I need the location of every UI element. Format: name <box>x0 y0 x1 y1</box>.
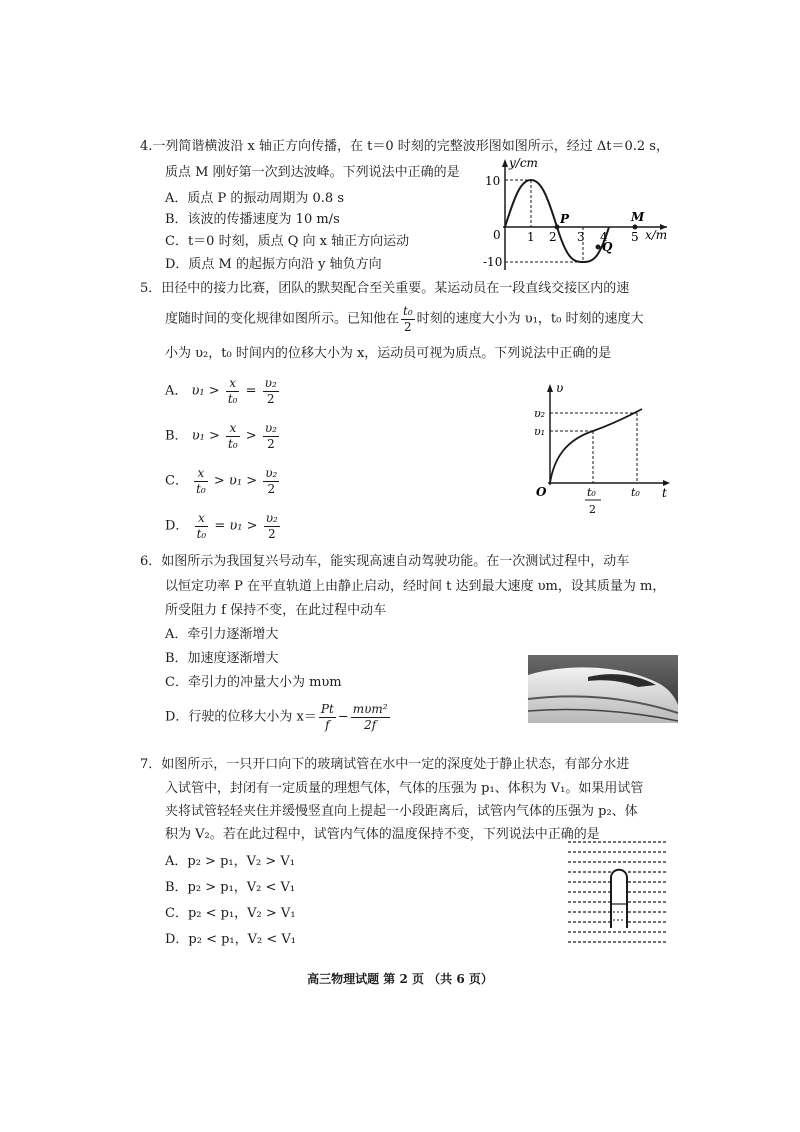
x-tick-1: 1 <box>527 230 535 244</box>
x-axis-label: x/m <box>645 228 668 242</box>
y-axis-label: y/cm <box>509 156 538 170</box>
q5-velocity-time-graph <box>530 380 675 520</box>
x-tick-4: 4 <box>600 230 608 244</box>
q6-option-a: A．牵引力逐渐增大 <box>165 627 279 642</box>
x-tick-2: 2 <box>549 230 557 244</box>
origin-label: 0 <box>493 228 501 242</box>
q4-option-d: D．质点 M 的起振方向沿 y 轴负方向 <box>165 257 382 272</box>
q4-wave-graph <box>485 155 675 280</box>
t-half-num: t₀ <box>587 486 596 499</box>
page-footer: 高三物理试题 第 2 页 （共 6 页） <box>307 972 493 986</box>
q7-stem-line1: 7．如图所示，一只开口向下的玻璃试管在水中一定的深度处于静止状态，有部分水进 <box>140 757 630 772</box>
point-m <box>633 225 638 230</box>
q5-option-c: C． $\frac{x}{\text{t₀}}$ > υ₁ > $\frac{\text{υ₂}}{2}$ <box>165 466 278 496</box>
v-axis-arrow-icon <box>547 384 553 392</box>
label-q: Q <box>602 240 613 254</box>
v-axis-label: υ <box>556 381 564 395</box>
q6-stem-line1: 6．如图所示为我国复兴号动车，能实现高速自动驾驶功能。在一次测试过程中，动车 <box>140 554 630 569</box>
q5-frac-half-t0: $\frac{\text{t₀}}{2}$ <box>403 304 413 334</box>
q6-stem-line2: 以恒定功率 P 在平直轨道上由静止启动，经时间 t 达到最大速度 υm，设其质量为 m， <box>165 579 666 594</box>
t-axis-label: t <box>662 486 667 500</box>
q7-option-a: A．p₂ > p₁，V₂ > V₁ <box>165 854 295 869</box>
q7-stem-line2: 入试管中，封闭有一定质量的理想气体，气体的压强为 p₁、体积为 V₁。如果用试管 <box>165 781 644 796</box>
q4-option-c: C．t＝0 时刻，质点 Q 向 x 轴正方向运动 <box>165 234 410 249</box>
q5-stem-line2 <box>165 305 643 333</box>
q7-test-tube-diagram <box>568 838 668 950</box>
q4-option-a: A．质点 P 的振动周期为 0.8 s <box>165 191 345 206</box>
v1-label: υ₁ <box>534 425 546 438</box>
velocity-curve <box>550 409 642 483</box>
t-half-den: 2 <box>589 503 596 516</box>
q5-option-a: A． υ₁ > $\frac{x}{\text{t₀}}$ = $\frac{\text{υ₂}}{2}$ <box>165 376 277 406</box>
x-tick-5: 5 <box>631 230 639 244</box>
q5-line2-pre: 度随时间的变化规律如图所示。已知他在 <box>165 311 400 327</box>
point-q <box>596 245 601 250</box>
tube-interior <box>611 870 627 928</box>
q7-option-c: C．p₂ < p₁，V₂ > V₁ <box>165 906 296 921</box>
origin-label: O <box>536 485 547 499</box>
q7-option-b: B．p₂ > p₁，V₂ < V₁ <box>165 880 296 895</box>
q6-stem-line3: 所受阻力 f 保持不变，在此过程中动车 <box>165 603 387 618</box>
q5-option-d: D． $\frac{x}{\text{t₀}}$ = υ₁ > $\frac{\text{υ₂}}{2}$ <box>165 511 278 541</box>
x-tick-3: 3 <box>577 230 585 244</box>
q7-option-d: D．p₂ < p₁，V₂ < V₁ <box>165 932 297 947</box>
q7-stem-line3: 夹将试管轻轻夹住并缓慢竖直向上提起一小段距离后，试管内气体的压强为 p₂、体 <box>165 804 638 819</box>
label-m: M <box>631 210 645 224</box>
y-axis-arrow-icon <box>502 159 508 167</box>
t0-label: t₀ <box>631 486 640 499</box>
v2-label: υ₂ <box>534 407 546 420</box>
q6-train-photo <box>528 655 678 723</box>
y-tick-neg10: -10 <box>483 255 503 269</box>
q5-option-b: B． υ₁ > $\frac{x}{\text{t₀}}$ > $\frac{\text{υ₂}}{2}$ <box>165 421 277 451</box>
point-p <box>555 225 560 230</box>
label-p: P <box>560 212 570 226</box>
q5-line2-post: 时刻的速度大小为 υ₁，t₀ 时刻的速度大 <box>416 311 644 327</box>
q5-stem-line3: 小为 υ₂，t₀ 时间内的位移大小为 x，运动员可视为质点。下列说法中正确的是 <box>165 346 612 361</box>
q7-stem-line4: 积为 V₂。若在此过程中，试管内气体的温度保持不变，下列说法中正确的是 <box>165 827 600 842</box>
q4-stem-line1: 4.一列简谐横波沿 x 轴正方向传播，在 t＝0 时刻的完整波形图如图所示，经过 Δt＝0.2 s， <box>140 139 669 154</box>
q5-stem-line1: 5．田径中的接力比赛，团队的默契配合至关重要。某运动员在一段直线交接区内的速 <box>140 281 630 296</box>
q4-option-b: B．该波的传播速度为 10 m/s <box>165 212 340 227</box>
wave-curve <box>505 180 609 262</box>
q4-stem-line2: 质点 M 刚好第一次到达波峰。下列说法中正确的是 <box>165 165 460 180</box>
y-tick-10: 10 <box>485 174 501 188</box>
q6-option-b: B．加速度逐渐增大 <box>165 651 279 666</box>
q6-option-d: D．行驶的位移大小为 x＝ $\frac{Pt}{f}$ − $\frac{\text{mυm²}}{2f}$ <box>165 702 388 732</box>
q6-option-c: C．牵引力的冲量大小为 mυm <box>165 675 342 690</box>
